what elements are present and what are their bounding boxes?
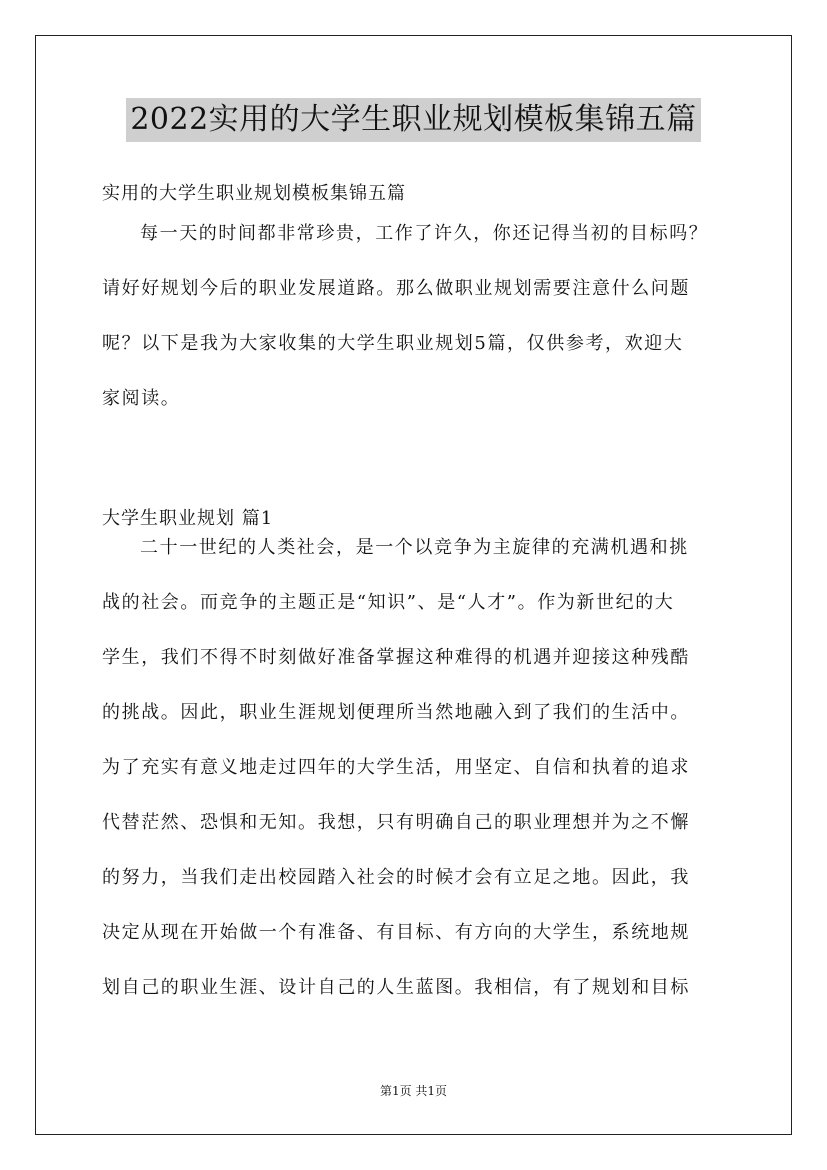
paragraph-line: 为了充实有意义地走过四年的大学生活，用坚定、自信和执着的追求 (102, 757, 690, 778)
paragraph-line: 学生，我们不得不时刻做好准备掌握这种难得的机遇并迎接这种残酷 (102, 647, 690, 668)
paragraph-line: 呢？以下是我为大家收集的大学生职业规划5篇，仅供参考，欢迎大 (102, 333, 684, 354)
page-footer: 第1页 共1页 (379, 1084, 448, 1098)
paragraph-line: 划自己的职业生涯、设计自己的人生蓝图。我相信，有了规划和目标 (102, 977, 690, 998)
paragraph-line: 代替茫然、恐惧和无知。我想，只有明确自己的职业理想并为之不懈 (102, 812, 690, 833)
paragraph-line: 的努力，当我们走出校园踏入社会的时候才会有立足之地。因此，我 (102, 867, 690, 888)
title-container (0, 98, 827, 142)
paragraph-line: 请好好规划今后的职业发展道路。那么做职业规划需要注意什么问题 (102, 278, 690, 299)
paragraph-line: 二十一世纪的人类社会，是一个以竞争为主旋律的充满机遇和挑 (140, 537, 689, 558)
document-title: 2022实用的大学生职业规划模板集锦五篇 (126, 98, 700, 142)
intro-paragraph (102, 206, 742, 426)
section-paragraph (102, 520, 742, 1015)
paragraph-line: 决定从现在开始做一个有准备、有目标、有方向的大学生，系统地规 (102, 922, 690, 943)
paragraph-line: 家阅读。 (102, 388, 181, 409)
document-subtitle: 实用的大学生职业规划模板集锦五篇 (102, 183, 406, 204)
paragraph-line: 每一天的时间都非常珍贵，工作了许久，你还记得当初的目标吗？ (140, 223, 709, 244)
paragraph-line: 战的社会。而竞争的主题正是“知识”、是“人才”。作为新世纪的大 (102, 592, 675, 613)
paragraph-line: 的挑战。因此，职业生涯规划便理所当然地融入到了我们的生活中。 (102, 702, 690, 723)
section-heading: 大学生职业规划 篇1 (102, 508, 274, 529)
